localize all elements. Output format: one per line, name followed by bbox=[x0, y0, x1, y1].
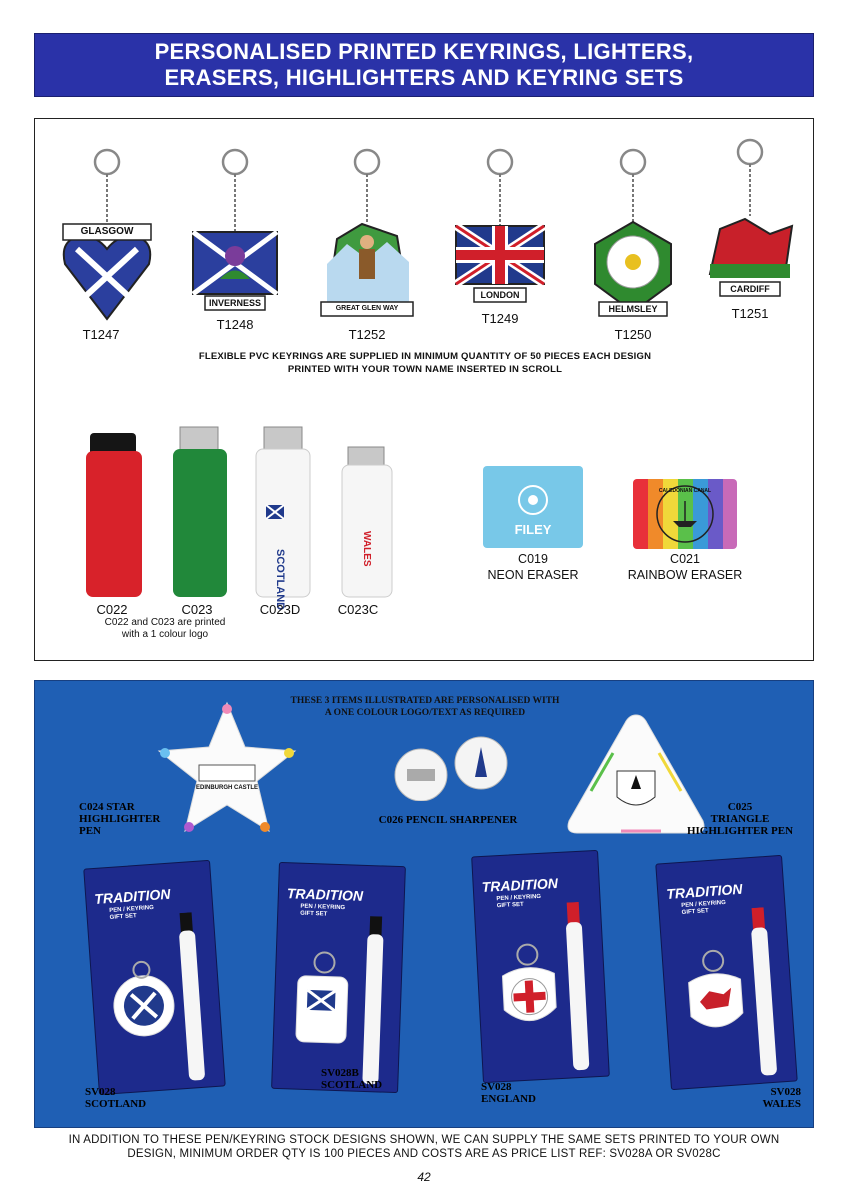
pen-keyring-image bbox=[282, 910, 398, 1087]
keyrings-note-line-2: PRINTED WITH YOUR TOWN NAME INSERTED IN SCROLL bbox=[287, 364, 563, 375]
pen-keyring-image bbox=[98, 911, 220, 1088]
lighters-image bbox=[80, 419, 440, 599]
highlighters-keyring-sets-panel bbox=[34, 680, 814, 1128]
pen-keyring-image bbox=[485, 901, 604, 1077]
rainbow-eraser bbox=[633, 479, 737, 549]
card-subtitle-line-2: GIFT SET bbox=[300, 910, 328, 918]
keyring-t1250 bbox=[583, 144, 683, 329]
gift-set-card-wales bbox=[655, 855, 798, 1090]
rose-logo-icon bbox=[483, 466, 583, 526]
lighter-code-c022: C022 bbox=[96, 602, 128, 617]
rainbow-eraser-caption bbox=[615, 551, 755, 583]
keyring-scroll-text: GREAT GLEN WAY bbox=[335, 305, 399, 312]
card-brand: TRADITION bbox=[93, 885, 171, 907]
keyring-rose-image bbox=[583, 144, 683, 329]
card-subtitle-line-1: PEN / KEYRING bbox=[300, 903, 346, 912]
lighter-code-c023c: C023C bbox=[337, 602, 379, 617]
rainbow-eraser-name: RAINBOW ERASER bbox=[627, 568, 743, 582]
neon-eraser-print: FILEY bbox=[514, 522, 552, 537]
keyring-scroll-text: CARDIFF bbox=[730, 284, 770, 294]
star-print: EDINBURGH CASTLE bbox=[195, 785, 258, 791]
keyring-t1247 bbox=[57, 144, 157, 329]
keyring-t1252 bbox=[317, 144, 417, 329]
lighters-note-line-1: C022 and C023 are printed bbox=[104, 617, 226, 628]
lighter-code-c023d: C023D bbox=[259, 602, 301, 617]
keyring-code-t1249: T1249 bbox=[481, 311, 519, 326]
page-title-banner bbox=[34, 33, 814, 97]
set-name: SCOTLAND bbox=[321, 1079, 383, 1091]
promo-heading-line-2: A ONE COLOUR LOGO/TEXT AS REQUIRED bbox=[324, 708, 526, 718]
set-code: SV028 bbox=[770, 1086, 801, 1098]
keyring-code-t1247: T1247 bbox=[82, 327, 120, 342]
card-brand: TRADITION bbox=[665, 880, 743, 902]
triangle-label-line-2: TRIANGLE bbox=[710, 813, 770, 825]
pen-keyring-image bbox=[670, 906, 792, 1083]
set-code: SV028B bbox=[321, 1067, 359, 1079]
card-subtitle-line-2: GIFT SET bbox=[109, 913, 137, 921]
neon-eraser bbox=[483, 466, 583, 548]
sharpener-label: C026 PENCIL SHARPENER bbox=[378, 814, 518, 826]
card-subtitle-line-2: GIFT SET bbox=[681, 908, 709, 916]
set-label-sv028-scotland bbox=[85, 1086, 175, 1110]
triangle-label-line-3: HIGHLIGHTER PEN bbox=[686, 825, 794, 837]
set-code: SV028 bbox=[481, 1081, 512, 1093]
set-name: ENGLAND bbox=[481, 1093, 537, 1105]
set-name: WALES bbox=[762, 1098, 801, 1110]
card-subtitle-line-1: PEN / KEYRING bbox=[109, 904, 155, 914]
card-subtitle-line-1: PEN / KEYRING bbox=[496, 893, 542, 903]
keyrings-note-line-1: FLEXIBLE PVC KEYRINGS ARE SUPPLIED IN MINIMUM QUANTITY OF 50 PIECES EACH DESIGN bbox=[198, 351, 652, 362]
lighter-code-c023: C023 bbox=[181, 602, 213, 617]
lighter-print-wales: WALES bbox=[361, 531, 372, 567]
keyring-t1248 bbox=[185, 144, 285, 329]
keyring-scroll-text: LONDON bbox=[480, 290, 520, 300]
gift-set-card-england bbox=[471, 850, 610, 1083]
set-label-sv028-england bbox=[481, 1081, 571, 1105]
set-label-sv028b-scotland bbox=[321, 1067, 411, 1091]
triangle-highlighter-label bbox=[675, 801, 805, 837]
rainbow-eraser-print: CALEDONIAN CANAL bbox=[658, 488, 712, 494]
gift-set-card-scotland-b bbox=[271, 862, 406, 1093]
lighters-note-line-2: with a 1 colour logo bbox=[121, 629, 209, 640]
promo-heading-line-1: THESE 3 ITEMS ILLUSTRATED ARE PERSONALISED WITH bbox=[290, 696, 560, 706]
rainbow-eraser-code: C021 bbox=[670, 552, 700, 566]
keyring-t1249 bbox=[450, 144, 550, 319]
star-highlighter-label bbox=[79, 801, 189, 837]
star-label-line-2: HIGHLIGHTER bbox=[79, 813, 161, 825]
gift-set-card-scotland bbox=[83, 860, 226, 1095]
star-label-line-3: PEN bbox=[79, 825, 101, 837]
keyring-code-t1251: T1251 bbox=[731, 306, 769, 321]
keyring-walker-image bbox=[317, 144, 417, 329]
footer-note bbox=[20, 1133, 828, 1161]
keyring-scroll-text: GLASGOW bbox=[80, 226, 134, 237]
footer-line-2: DESIGN, MINIMUM ORDER QTY IS 100 PIECES AND COSTS ARE AS PRICE LIST REF: SV028A OR SV028C bbox=[127, 1148, 721, 1160]
keyring-t1251 bbox=[700, 134, 800, 319]
card-brand: TRADITION bbox=[286, 885, 364, 904]
card-subtitle-line-1: PEN / KEYRING bbox=[681, 899, 727, 909]
star-label-line-1: C024 STAR bbox=[79, 801, 135, 813]
keyrings-lighters-erasers-panel bbox=[34, 118, 814, 661]
neon-eraser-caption bbox=[465, 551, 601, 583]
title-line-1: PERSONALISED PRINTED KEYRINGS, LIGHTERS, bbox=[154, 39, 694, 64]
page-number: 42 bbox=[417, 1170, 431, 1184]
title-line-2: ERASERS, HIGHLIGHTERS AND KEYRING SETS bbox=[164, 65, 684, 90]
card-subtitle-line-2: GIFT SET bbox=[496, 901, 524, 910]
keyring-code-t1252: T1252 bbox=[348, 327, 386, 342]
sharpener-image bbox=[381, 731, 551, 801]
keyring-code-t1248: T1248 bbox=[216, 317, 254, 332]
lighters-note bbox=[85, 617, 245, 641]
pencil-sharpener bbox=[381, 731, 551, 801]
keyring-scroll-text: HELMSLEY bbox=[608, 304, 658, 314]
set-name: SCOTLAND bbox=[85, 1098, 147, 1110]
neon-eraser-name: NEON ERASER bbox=[487, 568, 579, 582]
lighter-print-scotland: SCOTLAND bbox=[274, 549, 286, 611]
set-label-sv028-wales bbox=[721, 1086, 801, 1110]
footer-line-1: IN ADDITION TO THESE PEN/KEYRING STOCK DESIGNS SHOWN, WE CAN SUPPLY THE SAME SETS PRINTED TO YOUR OWN bbox=[68, 1134, 780, 1146]
triangle-label-line-1: C025 bbox=[727, 801, 753, 813]
keyring-code-t1250: T1250 bbox=[614, 327, 652, 342]
set-code: SV028 bbox=[85, 1086, 116, 1098]
keyring-scroll-text: INVERNESS bbox=[208, 298, 261, 308]
card-brand: TRADITION bbox=[481, 874, 559, 895]
neon-eraser-code: C019 bbox=[518, 552, 548, 566]
